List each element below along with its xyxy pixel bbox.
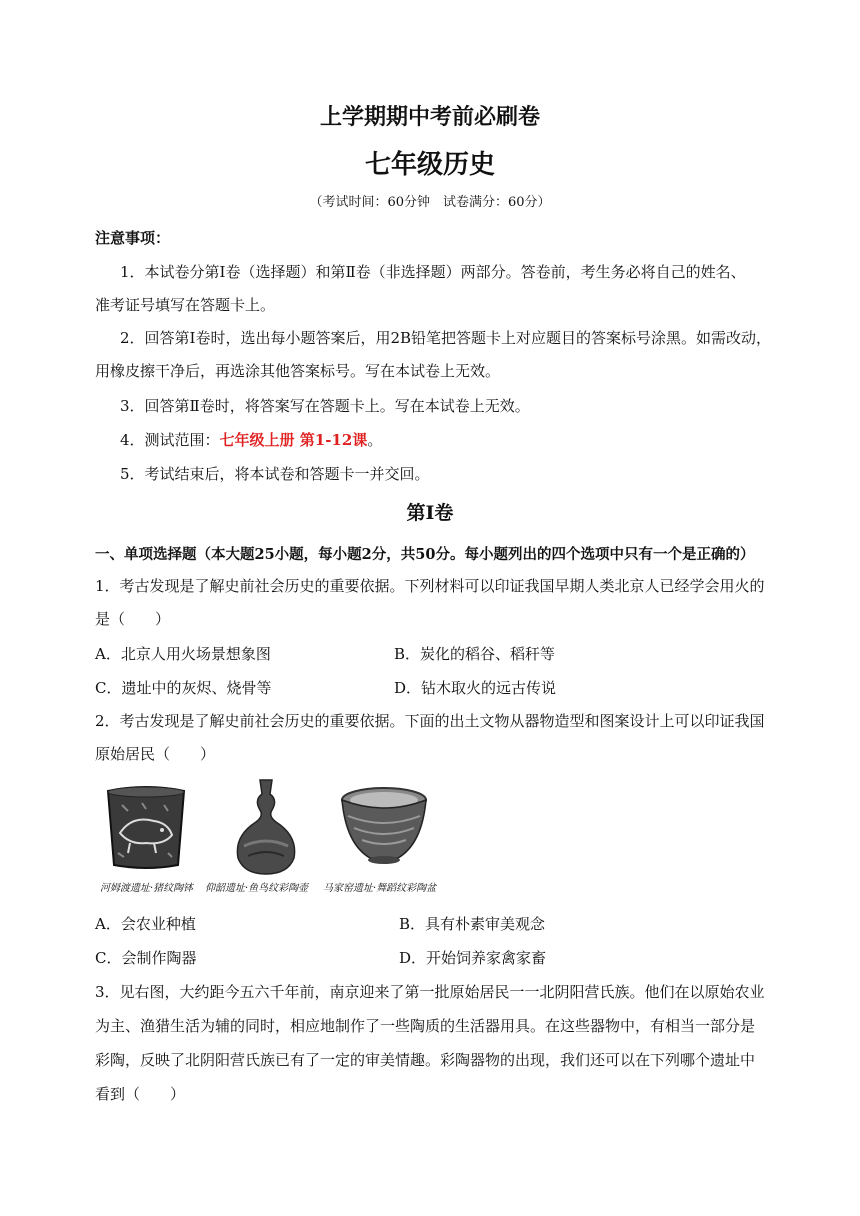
part-1-heading: 一、单项选择题（本大题25小题，每小题2分，共50分。每小题列出的四个选项中只有一个是正确的）: [95, 546, 755, 563]
exam-info: （考试时间：60分钟 试卷满分：60分）: [309, 195, 551, 210]
caption-fish-bird-vase: 仰韶遗址·鱼鸟纹彩陶壶: [205, 883, 309, 894]
q1-option-b[interactable]: B．炭化的稻谷、稻秆等: [394, 645, 556, 663]
pig-pattern-bowl-image: [102, 783, 190, 871]
note-2-line-1: 2．回答第Ⅰ卷时，选出每小题答案后，用2B铅笔把答题卡上对应题目的答案标号涂黑。如需改动，: [120, 329, 772, 347]
q3-line-1: 3．见右图，大约距今五六千年前，南京迎来了第一批原始居民一一北阴阳营氏族。他们在以原始农业: [95, 983, 765, 1001]
note-4-suffix: 。: [367, 431, 383, 449]
q2-stem-line-2: 原始居民（ ）: [95, 745, 216, 763]
q2-option-b[interactable]: B．具有朴素审美观念: [399, 915, 546, 933]
q2-option-d[interactable]: D．开始饲养家禽家畜: [399, 949, 547, 967]
note-1-line-2: 准考证号填写在答题卡上。: [95, 296, 276, 314]
note-4-range: 七年级上册 第1-12课: [219, 431, 368, 449]
dancing-pattern-basin-image: [338, 786, 430, 868]
q3-line-3: 彩陶，反映了北阴阳营氏族已有了一定的审美情趣。彩陶器物的出现，我们还可以在下列哪个遗址中: [95, 1051, 756, 1069]
subject-title: 七年级历史: [364, 150, 495, 180]
note-3: 3．回答第Ⅱ卷时，将答案写在答题卡上。写在本试卷上无效。: [120, 397, 530, 415]
q3-line-2: 为主、渔猎生活为辅的同时，相应地制作了一些陶质的生活器用具。在这些器物中，有相当一部分是: [95, 1017, 756, 1035]
q2-option-c[interactable]: C．会制作陶器: [95, 949, 197, 967]
note-4-prefix: 4．测试范围：: [120, 431, 220, 449]
q1-option-c[interactable]: C．遗址中的灰烬、烧骨等: [95, 679, 272, 697]
q2-option-a[interactable]: A．会农业种植: [95, 915, 196, 933]
caption-pig-bowl: 河姆渡遗址·猪纹陶钵: [100, 883, 194, 894]
q1-stem-line-1: 1．考古发现是了解史前社会历史的重要依据。下列材料可以印证我国早期人类北京人已经学会用火的: [95, 577, 765, 595]
q2-stem-line-1: 2．考古发现是了解史前社会历史的重要依据。下面的出土文物从器物造型和图案设计上可以印证我国: [95, 712, 765, 730]
q1-stem-line-2: 是（ ）: [95, 610, 171, 628]
q3-line-4: 看到（ ）: [95, 1085, 186, 1103]
caption-dancing-basin: 马家窑遗址·舞蹈纹彩陶盆: [323, 883, 437, 894]
note-2-line-2: 用橡皮擦干净后，再选涂其他答案标号。写在本试卷上无效。: [95, 362, 501, 380]
note-1-line-1: 1．本试卷分第Ⅰ卷（选择题）和第Ⅱ卷（非选择题）两部分。答卷前，考生务必将自己的姓名、: [120, 263, 746, 281]
note-4: [120, 429, 382, 450]
notes-heading: 注意事项：: [95, 229, 171, 247]
note-5: 5．考试结束后，将本试卷和答题卡一并交回。: [120, 465, 430, 483]
q1-option-d[interactable]: D．钻木取火的远古传说: [394, 679, 557, 697]
exam-title: 上学期期中考前必刷卷: [319, 104, 540, 130]
section-title: 第Ⅰ卷: [406, 502, 454, 524]
q1-option-a[interactable]: A．北京人用火场景想象图: [95, 645, 271, 663]
fish-bird-vase-image: [232, 776, 300, 878]
